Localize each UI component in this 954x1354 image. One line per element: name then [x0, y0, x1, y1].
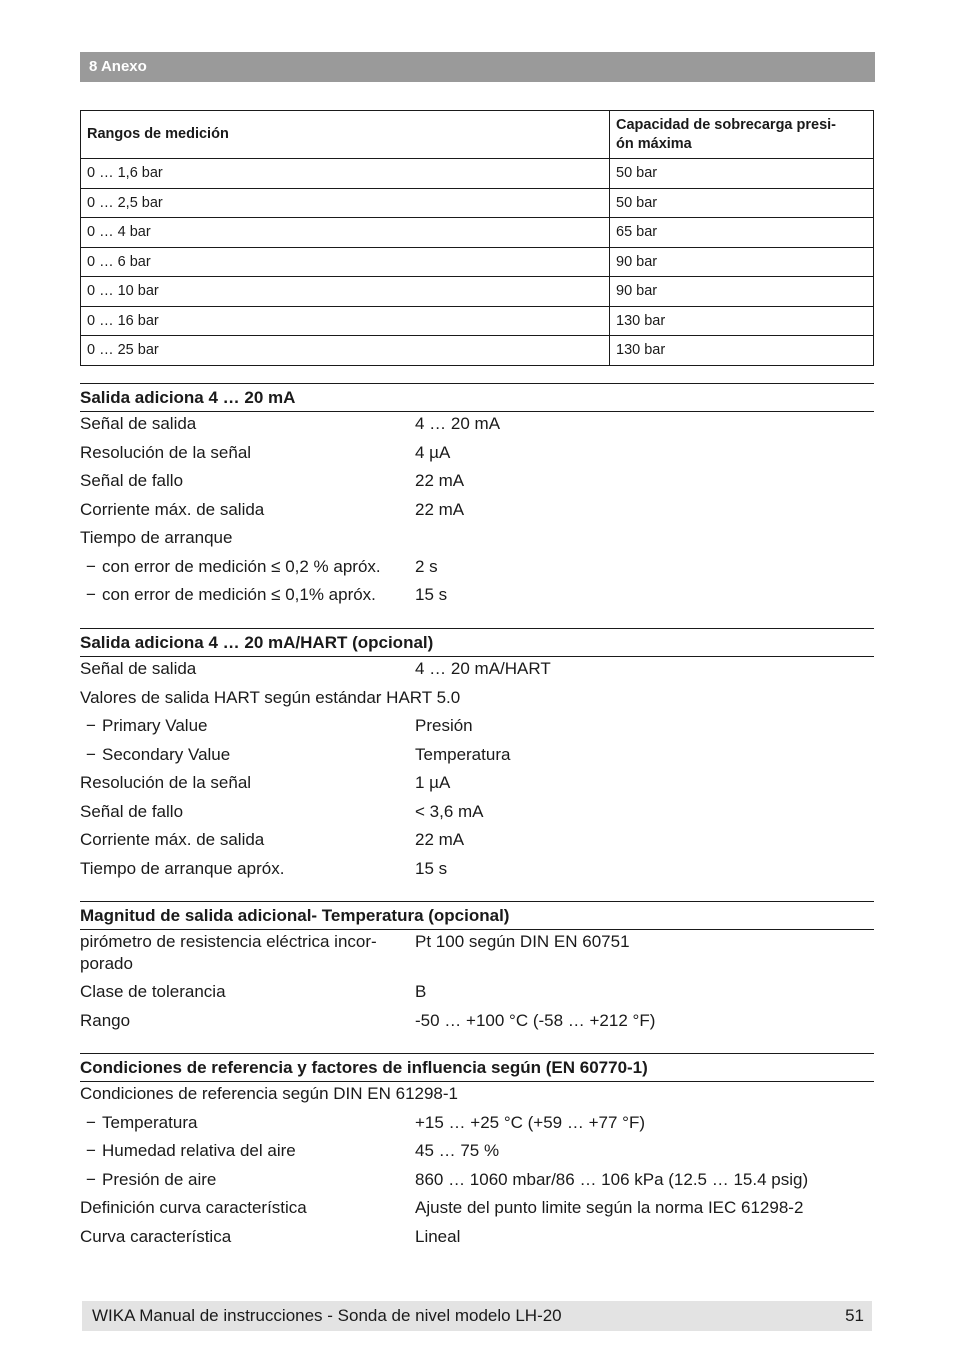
table-row [81, 277, 874, 307]
spec-row: Señal de fallo 22 mA [80, 471, 465, 490]
spec-row: Tiempo de arranque [80, 528, 233, 547]
table-row [81, 218, 874, 248]
spec-row: Condiciones de referencia según DIN EN 61298-1 [80, 1084, 459, 1103]
section-reference-conditions [80, 1053, 874, 1248]
section-title: Salida adiciona 4 … 20 mA/HART (opcional) [80, 628, 874, 657]
range-cell: 0 … 16 bar [81, 306, 610, 336]
spec-row: Clase de tolerancia B [80, 982, 427, 1001]
range-cell: 0 … 2,5 bar [81, 188, 610, 218]
spec-row: Curva característica Lineal [80, 1226, 461, 1246]
spec-row: Señal de salida 4 … 20 mA [80, 414, 501, 433]
spec-row: − Secondary Value Temperatura [86, 744, 511, 764]
table-row [81, 336, 874, 366]
overload-cell: 90 bar [610, 247, 874, 277]
section-label: 8 Anexo [89, 58, 147, 75]
spec-row: − con error de medición ≤ 0,2 % apróx. 2 s [86, 556, 438, 576]
measurement-ranges-table [80, 110, 874, 366]
overload-cell: 50 bar [610, 188, 874, 218]
spec-row: Señal de salida 4 … 20 mA/HART [80, 659, 551, 678]
spec-row: − Presión de aire 860 … 1060 mbar/86 … 106 kPa (12.5 … 15.4 psig) [86, 1169, 809, 1189]
range-cell: 0 … 4 bar [81, 218, 610, 248]
section-header [80, 52, 875, 82]
column-header-overload: Capacidad de sobrecarga presi- ón máxima [610, 111, 874, 159]
section-temperature-output [80, 901, 874, 1032]
spec-row: Resolución de la señal 1 µA [80, 773, 451, 792]
column-header-ranges: Rangos de medición [81, 111, 610, 159]
overload-cell: 65 bar [610, 218, 874, 248]
section-title: Magnitud de salida adicional- Temperatura (opcional) [80, 901, 874, 930]
spec-row: − Humedad relativa del aire 45 … 75 % [86, 1141, 500, 1160]
footer-text: WIKA Manual de instrucciones - Sonda de nivel modelo LH-20 [92, 1306, 562, 1325]
table-header-row [81, 111, 874, 159]
range-cell: 0 … 1,6 bar [81, 159, 610, 189]
section-title: Salida adiciona 4 … 20 mA [80, 383, 874, 412]
range-cell: 0 … 6 bar [81, 247, 610, 277]
section-title: Condiciones de referencia y factores de influencia según (EN 60770-1) [80, 1053, 874, 1082]
spec-row: − Primary Value Presión [86, 716, 473, 735]
overload-cell: 50 bar [610, 159, 874, 189]
section-hart-output [80, 628, 874, 880]
spec-row: Definición curva característica Ajuste del punto limite según la norma IEC 61298-2 [80, 1198, 804, 1217]
table-row [81, 159, 874, 189]
overload-cell: 130 bar [610, 306, 874, 336]
range-cell: 0 … 25 bar [81, 336, 610, 366]
spec-row: Valores de salida HART según estándar HART 5.0 [80, 687, 461, 707]
spec-row: pirómetro de resistencia eléctrica incor- poradoPt 100 según DIN EN 60751 [80, 932, 630, 973]
overload-cell: 130 bar [610, 336, 874, 366]
spec-row: Resolución de la señal 4 µA [80, 442, 451, 462]
spec-row: Corriente máx. de salida 22 mA [80, 830, 465, 849]
table-row [81, 247, 874, 277]
spec-row: − Temperatura +15 … +25 °C (+59 … +77 °F) [86, 1112, 645, 1132]
table-row [81, 188, 874, 218]
spec-row: Corriente máx. de salida 22 mA [80, 499, 465, 519]
spec-row: Tiempo de arranque apróx. 15 s [80, 858, 448, 878]
overload-cell: 90 bar [610, 277, 874, 307]
spec-row: Señal de fallo < 3,6 mA [80, 801, 484, 821]
section-analog-output [80, 383, 874, 606]
page-footer [82, 1301, 872, 1331]
spec-row: Rango -50 … +100 °C (-58 … +212 °F) [80, 1010, 656, 1030]
page-number: 51 [845, 1306, 864, 1325]
range-cell: 0 … 10 bar [81, 277, 610, 307]
table-row [81, 306, 874, 336]
spec-row: − con error de medición ≤ 0,1% apróx. 15 s [86, 585, 448, 604]
